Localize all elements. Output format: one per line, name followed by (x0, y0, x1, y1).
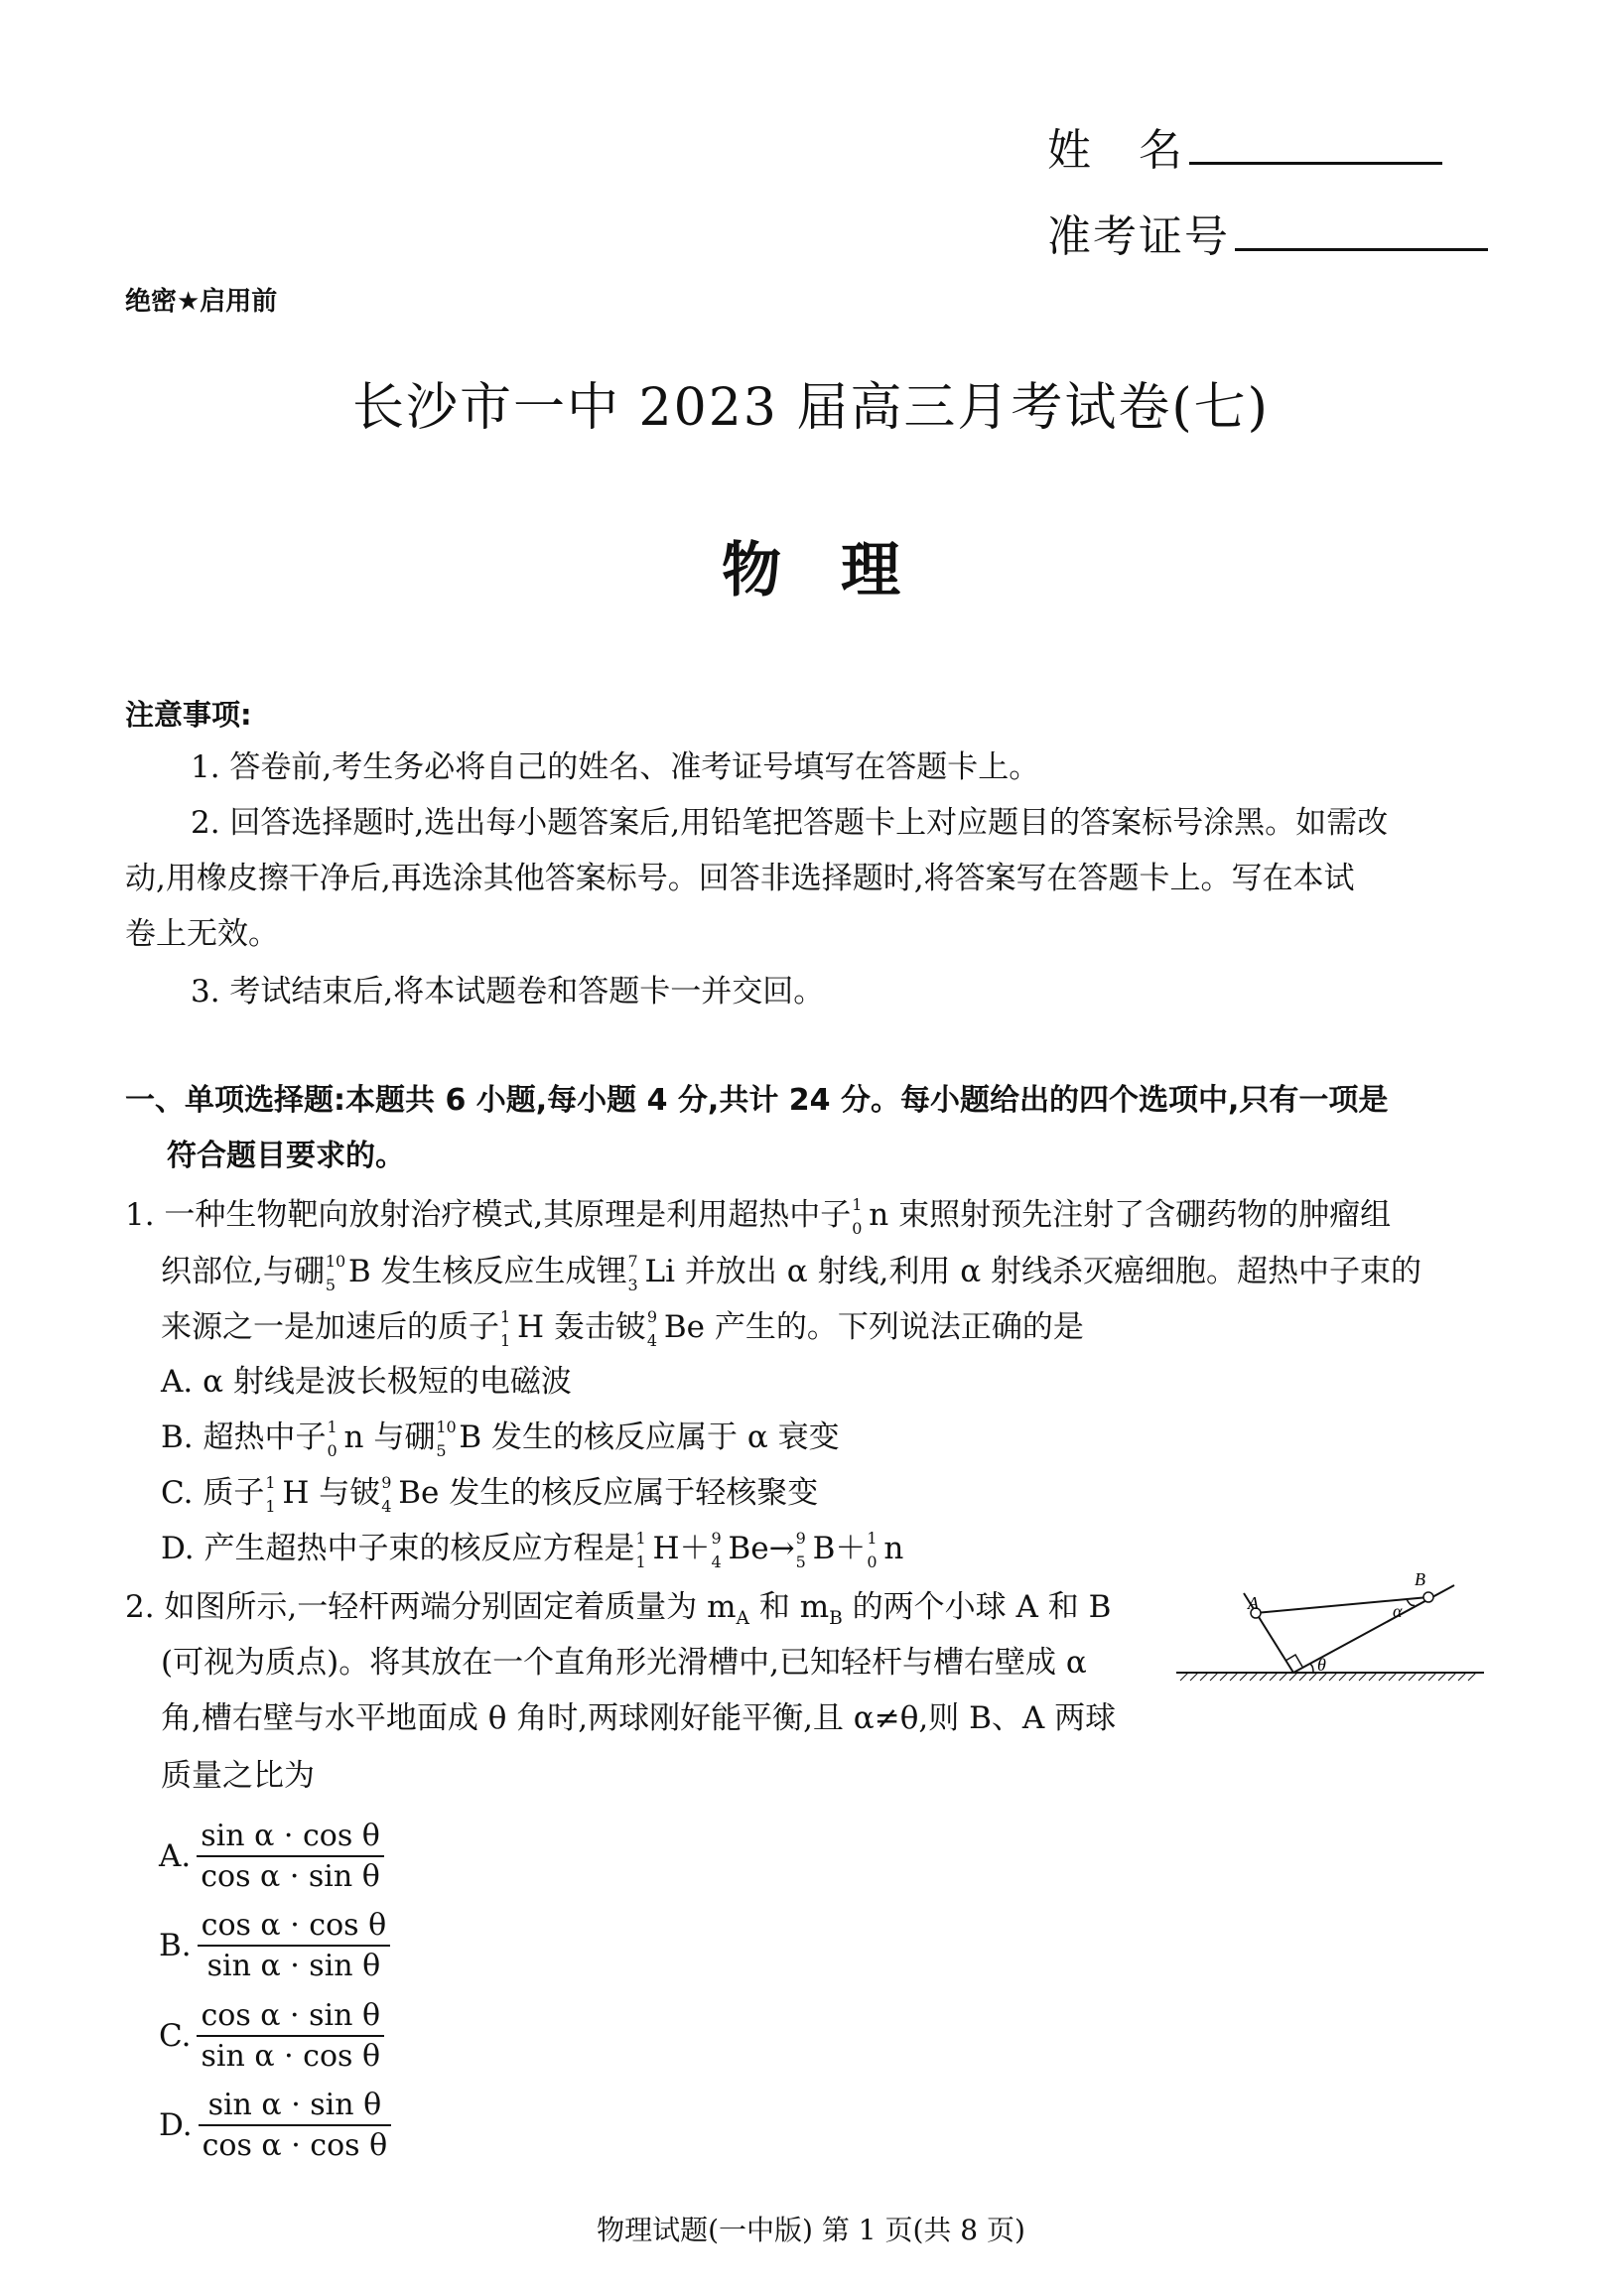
q2-stem-line3: 角,槽右壁与水平地面成 θ 角时,两球刚好能平衡,且 α≠θ,则 B、A 两球 (161, 1700, 1117, 1736)
secret-mark: 绝密★启用前 (125, 287, 278, 317)
q2-option-c: C. $\frac{\text{cos α · sin θ}}{\text{sin α · cos θ}}$ (159, 1998, 384, 2074)
section1-heading: 一、单项选择题:本题共 6 小题,每小题 4 分,共计 24 分。每小题给出的四个选项中,只有一项是 (125, 1083, 1389, 1118)
page-title: 物理 (722, 536, 960, 606)
q2-stem-line1: 2. 如图所示,一轻杆两端分别固定着质量为 $m_A$ 和 $m_B$ 的两个小球 A 和 B (125, 1589, 1112, 1630)
id-field (1047, 201, 1488, 264)
nuclide-boron: 10 5 (325, 1251, 346, 1294)
notice-item-3: 3. 考试结束后,将本试题卷和答题卡一并交回。 (191, 974, 825, 1010)
label-theta: θ (1317, 1655, 1326, 1675)
nuclide-lithium: 7 3 (627, 1251, 638, 1294)
notice-item-2-line2: 动,用橡皮擦干净后,再选涂其他答案标号。回答非选择题时,将答案写在答题卡上。写在本试 (125, 861, 1355, 896)
q1-option-c: C. 质子 1 1 H 与铍 9 4 Be 发生的核反应属于轻核聚变 (161, 1472, 819, 1516)
alpha-arc (1407, 1599, 1415, 1605)
section1-heading-cont: 符合题目要求的。 (167, 1139, 405, 1173)
label-b: B (1415, 1573, 1425, 1589)
nuclide-boron-9: 9 5 (795, 1528, 806, 1571)
fraction: $\frac{\text{sin α · sin θ}}{\text{cos α · cos θ}}$ (199, 2088, 392, 2163)
ground (1176, 1673, 1484, 1681)
label-a: A (1248, 1593, 1259, 1613)
q1-stem-line2: 织部位,与硼 10 5 B 发生核反应生成锂 7 3 Li 并放出 α 射线,利用 α 射线杀灭癌细胞。超热中子束的 (161, 1251, 1421, 1294)
fraction: $\frac{\text{sin α · cos θ}}{\text{cos α · sin θ}}$ (197, 1819, 384, 1894)
q2-option-d: D. $\frac{\text{sin α · sin θ}}{\text{cos α · cos θ}}$ (159, 2088, 391, 2163)
theta-arc (1309, 1664, 1313, 1673)
notice-heading: 注意事项: (125, 698, 252, 732)
q2-figure (1176, 1573, 1484, 1702)
notice-item-2-line3: 卷上无效。 (125, 916, 279, 952)
q1-option-a: A. α 射线是波长极短的电磁波 (161, 1364, 572, 1400)
q2-option-b: B. $\frac{\text{cos α · cos θ}}{\text{sin α · sin θ}}$ (159, 1908, 390, 1983)
exam-title: 长沙市一中 2023 届高三月考试卷(七) (352, 378, 1270, 438)
nuclide-beryllium: 9 4 (646, 1306, 658, 1350)
q1-stem-line3: 来源之一是加速后的质子 1 1 H 轰击铍 9 4 Be 产生的。下列说法正确的是 (161, 1306, 1084, 1350)
nuclide-hydrogen: 1 1 (265, 1472, 276, 1516)
nuclide-neutron: 1 0 (852, 1194, 863, 1238)
notice-item-2-line1: 2. 回答选择题时,选出每小题答案后,用铅笔把答题卡上对应题目的答案标号涂黑。如需改 (191, 805, 1389, 841)
q2-stem-line4: 质量之比为 (161, 1758, 315, 1794)
ball-b (1423, 1592, 1433, 1602)
id-label: 准考证号 (1047, 211, 1230, 262)
q2-stem-line2: (可视为质点)。将其放在一个直角形光滑槽中,已知轻杆与槽右壁成 α (161, 1645, 1087, 1681)
notice-item-1: 1. 答卷前,考生务必将自己的姓名、准考证号填写在答题卡上。 (191, 749, 1040, 785)
name-label: 姓 名 (1047, 125, 1184, 176)
q1-stem-line1: 1. 一种生物靶向放射治疗模式,其原理是利用超热中子 1 0 n 束照射预先注射了含硼药物的肿瘤组 (125, 1194, 1392, 1238)
q1-option-b: B. 超热中子 1 0 n 与硼 10 5 B 发生的核反应属于 α 衰变 (161, 1417, 840, 1460)
nuclide-boron: 10 5 (436, 1417, 457, 1460)
name-field (1047, 114, 1442, 178)
q2-option-a: A. $\frac{\text{sin α · cos θ}}{\text{cos α · sin θ}}$ (159, 1819, 384, 1894)
nuclide-hydrogen: 1 1 (500, 1306, 511, 1350)
page-footer: 物理试题(一中版) 第 1 页(共 8 页) (597, 2214, 1025, 2246)
nuclide-hydrogen: 1 1 (635, 1528, 646, 1571)
fraction: $\frac{\text{cos α · sin θ}}{\text{sin α · cos θ}}$ (197, 1998, 384, 2074)
nuclide-beryllium: 9 4 (381, 1472, 392, 1516)
light-rod (1256, 1597, 1428, 1613)
name-blank[interactable] (1189, 118, 1442, 165)
nuclide-neutron: 1 0 (327, 1417, 338, 1460)
id-blank[interactable] (1235, 204, 1488, 251)
nuclide-neutron: 1 0 (867, 1528, 878, 1571)
fraction: $\frac{\text{cos α · cos θ}}{\text{sin α · sin θ}}$ (198, 1908, 391, 1983)
nuclide-beryllium: 9 4 (711, 1528, 722, 1571)
label-alpha: α (1393, 1601, 1403, 1621)
q1-option-d: D. 产生超热中子束的核反应方程是 1 1 H＋ 9 4 Be→ 9 5 B＋ 1 0 n (161, 1528, 904, 1571)
